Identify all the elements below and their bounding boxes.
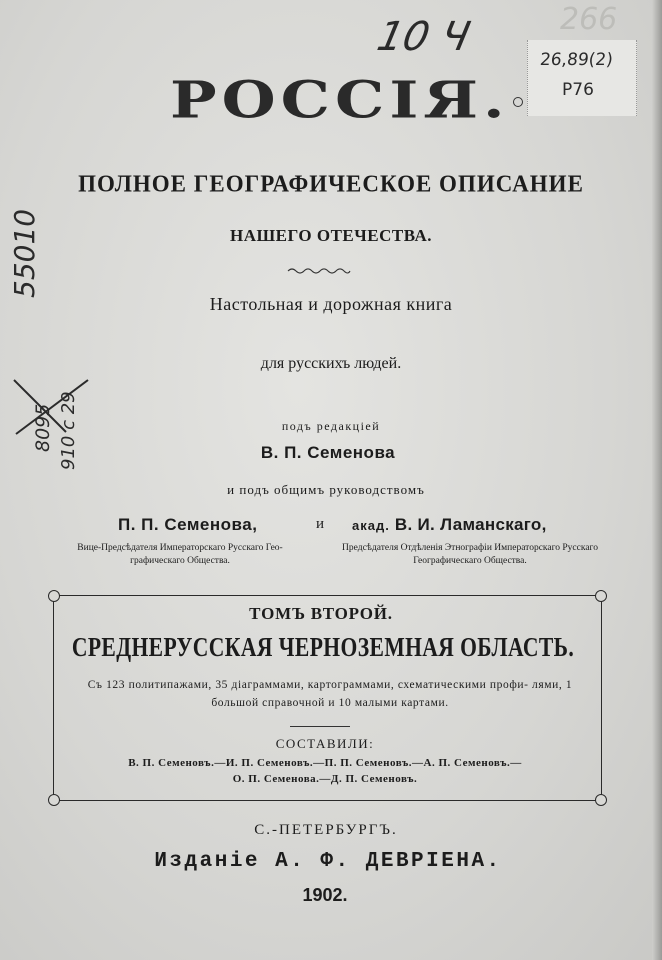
subtitle-line-2: НАШЕГО ОТЕЧЕСТВА. <box>230 226 432 245</box>
faint-handwritten-number: 266 <box>560 2 618 37</box>
editor-name: В. П. Семенова <box>260 443 396 462</box>
conjunction: и <box>316 516 325 532</box>
ornament-divider <box>286 266 352 276</box>
guide2-role <box>330 542 610 568</box>
short-rule <box>290 726 350 727</box>
guide1-role <box>50 542 310 568</box>
desk-book-line: Настольная и дорожная книга <box>209 294 453 314</box>
handwritten-top-number: 10 Ч <box>373 14 474 60</box>
for-people-line: для русскихъ людей. <box>260 355 402 372</box>
guide1-role-text: Вице-Предсѣдателя Императорскаго Русскаго Гео- графическаго Общества. <box>77 543 283 566</box>
region-title: СРЕДНЕРУССКАЯ ЧЕРНОЗЕМНАЯ ОБЛАСТЬ. <box>71 632 575 662</box>
guide2-role-text: Предсѣдателя Отдѣленія Этнографіи Императорскаго Русскаго Географическаго Общества. <box>342 543 598 566</box>
guide2-name-block <box>352 515 547 535</box>
publisher: Изданіе А. Ф. ДЕВРІЕНА. <box>154 850 502 873</box>
authors-line-2: О. П. Семенова.—Д. П. Семеновъ. <box>232 773 418 785</box>
compiled-by-label: СОСТАВИЛИ: <box>275 736 375 751</box>
volume-label: ТОМЪ ВТОРОЙ. <box>249 604 393 623</box>
edited-by-line: подъ редакціей <box>281 419 381 433</box>
book-title: РОССІЯ. <box>170 70 510 130</box>
authors-list <box>70 755 580 787</box>
guide2-prefix: акад. <box>352 518 390 533</box>
guide2-name: В. И. Ламанскаго, <box>394 515 547 534</box>
guide1-name: П. П. Семенова, <box>118 515 258 534</box>
handwritten-side-mark-1: 8095 <box>32 403 54 452</box>
small-mark <box>513 97 523 107</box>
publication-year: 1902. <box>302 885 348 905</box>
publication-city: С.-ПЕТЕРБУРГЪ. <box>254 822 398 838</box>
handwritten-side-mark-2: 910 с 29 <box>58 391 79 470</box>
illustrations-note: Съ 123 политипажами, 35 діаграммами, картограммами, схематическими профи- лями, 1 большой справочной и 10 малыми картами. <box>87 679 573 709</box>
subtitle-line-1: ПОЛНОЕ ГЕОГРАФИЧЕСКОЕ ОПИСАНИЕ <box>78 170 584 197</box>
authors-line-1: В. П. Семеновъ.—И. П. Семеновъ.—П. П. Семеновъ.—А. П. Семеновъ.— <box>128 757 522 769</box>
shelf-mark-line1: 26,89(2) <box>538 50 614 70</box>
general-guidance-line: и подъ общимъ руководствомъ <box>227 482 425 497</box>
handwritten-side-number: 55010 <box>8 208 41 298</box>
page-edge-shadow <box>652 0 662 960</box>
shelf-mark-line2: Р76 <box>562 80 594 100</box>
